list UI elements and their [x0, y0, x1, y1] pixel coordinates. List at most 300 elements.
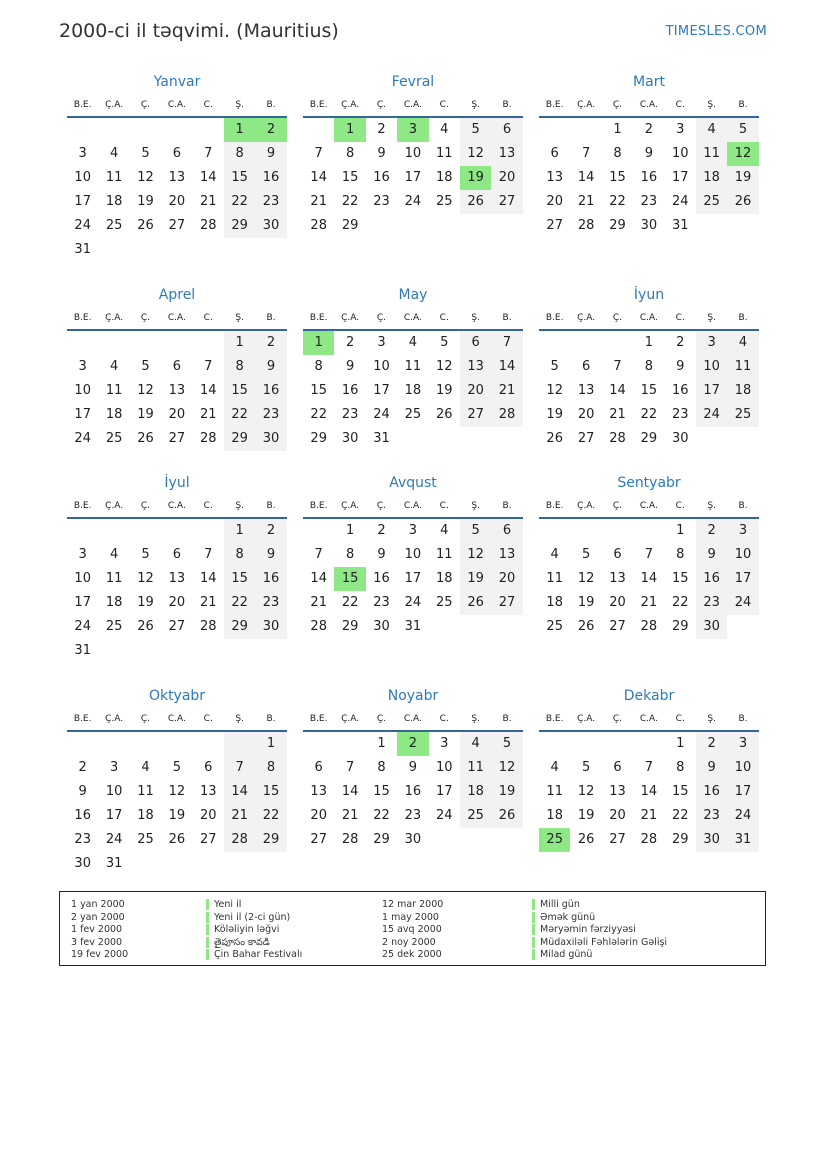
month-name: Sentyabr [617, 475, 681, 491]
month-name: Yanvar [153, 74, 201, 90]
day-cell: 17 [404, 571, 422, 586]
weekday-label: Ç. [376, 501, 387, 511]
day-cell: 2 [696, 732, 727, 756]
day-cell: 29 [255, 828, 286, 852]
day-cell: 19 [168, 808, 186, 823]
month-block [67, 285, 287, 451]
day-cell: 13 [460, 355, 491, 379]
day-cell: 9 [377, 146, 386, 161]
legend-marker [532, 912, 535, 923]
weekday-label: Ş. [707, 100, 716, 110]
day-cell: 20 [577, 407, 595, 422]
day-cell: 8 [345, 146, 355, 161]
weekday-label: Ç.A. [105, 714, 124, 724]
legend-holiday: Köləliyin ləğvi [214, 924, 280, 935]
weekday-header [67, 495, 287, 519]
weekday-header [303, 307, 523, 331]
day-cell: 22 [671, 595, 689, 610]
weekday-label: Ç. [140, 313, 151, 323]
weekday-label: C. [439, 100, 449, 110]
day-cell: 4 [727, 331, 758, 355]
day-cell: 27 [168, 431, 186, 446]
day-cell: 23 [640, 194, 658, 209]
day-cell: 1 [676, 523, 685, 538]
weekday-label: Ç. [612, 501, 623, 511]
day-cell: 4 [440, 122, 449, 137]
day-cell: 27 [491, 591, 522, 615]
day-cell: 7 [204, 359, 213, 374]
weekday-label: B.E. [73, 313, 92, 323]
day-cell: 11 [105, 170, 123, 185]
day-cell: 21 [640, 595, 658, 610]
day-cell: 29 [671, 832, 689, 847]
day-cell: 2 [676, 335, 685, 350]
day-cell: 30 [696, 828, 727, 852]
month-block [67, 72, 287, 262]
weekday-header [539, 495, 759, 519]
day-cell: 26 [491, 804, 522, 828]
day-cell: 22 [310, 407, 327, 422]
day-cell: 19 [137, 407, 154, 422]
day-cell: 5 [491, 732, 522, 756]
day-cell: 12 [137, 383, 154, 398]
day-cell: 29 [640, 431, 658, 446]
day-cell: 18 [696, 166, 727, 190]
day-cell: 16 [255, 379, 286, 403]
month-name: İyul [164, 475, 190, 491]
day-cell: 2 [377, 122, 386, 137]
day-cell: 20 [609, 808, 626, 823]
day-cell: 5 [141, 359, 150, 374]
legend-holiday: Müdaxiləli Fəhlələrin Gəlişi [540, 936, 668, 948]
day-cell: 14 [577, 170, 595, 185]
weekday-label: Ş. [235, 714, 244, 724]
day-cell: 7 [314, 547, 323, 562]
day-cell: 22 [224, 403, 255, 427]
weekday-label: Ş. [707, 714, 716, 724]
day-cell: 3 [109, 760, 119, 775]
empty-cell [539, 732, 570, 756]
empty-cell [570, 732, 601, 756]
day-cell: 20 [460, 379, 491, 403]
day-cell: 16 [671, 383, 689, 398]
weekday-header [539, 307, 759, 331]
day-cell: 30 [640, 218, 658, 233]
day-cell: 22 [341, 194, 359, 209]
legend-date: 2 yan 2000 [71, 911, 125, 923]
day-cell: 17 [74, 194, 91, 209]
day-cell: 12 [137, 170, 154, 185]
day-cell: 12 [546, 383, 563, 398]
day-cell: 1 [644, 335, 653, 350]
day-cell: 22 [255, 804, 286, 828]
month-name: May [398, 287, 428, 303]
month-block [303, 72, 523, 238]
day-cell: 5 [550, 359, 559, 374]
day-cell: 8 [613, 146, 622, 161]
day-cell: 2 [377, 523, 386, 538]
day-cell: 16 [404, 784, 422, 799]
empty-cell [98, 732, 129, 756]
day-cell: 26 [168, 832, 186, 847]
weekday-label: Ç. [612, 313, 623, 323]
day-cell: 22 [640, 407, 658, 422]
day-cell: 12 [137, 571, 154, 586]
empty-cell [130, 331, 161, 355]
day-cell: 26 [137, 619, 154, 634]
weekday-label: Ş. [471, 501, 480, 511]
weekday-label: C. [203, 313, 213, 323]
day-cell: 31 [671, 218, 689, 233]
day-cell: 27 [310, 832, 327, 847]
day-cell: 8 [377, 760, 386, 775]
legend-date: 25 dek 2000 [382, 949, 442, 960]
day-cell: 12 [460, 543, 491, 567]
legend-date: 19 fev 2000 [71, 949, 129, 960]
day-cell: 27 [491, 190, 522, 214]
day-cell: 9 [255, 355, 286, 379]
day-cell: 18 [435, 170, 453, 185]
legend-marker [206, 937, 209, 948]
weekday-label: Ş. [235, 501, 244, 511]
day-cell: 13 [546, 170, 563, 185]
day-cell: 22 [609, 194, 626, 209]
day-cell: 1 [224, 331, 255, 355]
day-cell: 26 [137, 218, 154, 233]
day-cell: 8 [224, 543, 255, 567]
weekday-header [303, 495, 523, 519]
day-cell: 25 [137, 832, 154, 847]
day-cell: 23 [74, 832, 91, 847]
day-cell: 18 [460, 780, 491, 804]
month-name: İyun [633, 287, 665, 303]
empty-cell [539, 519, 570, 543]
empty-cell [193, 519, 224, 543]
day-cell: 30 [696, 615, 727, 639]
day-cell: 20 [609, 595, 626, 610]
day-cell: 24 [404, 194, 422, 209]
day-cell: 22 [224, 190, 255, 214]
day-cell: 31 [74, 643, 91, 658]
legend-date: 1 yan 2000 [71, 899, 125, 910]
weekday-label: Ç.A. [105, 501, 124, 511]
day-cell: 20 [168, 407, 186, 422]
day-cell: 6 [314, 760, 323, 775]
day-cell: 29 [224, 615, 255, 639]
day-cell: 30 [255, 214, 286, 238]
day-grid [67, 732, 287, 876]
day-cell: 13 [310, 784, 327, 799]
weekday-header [67, 708, 287, 732]
day-cell: 11 [435, 547, 453, 562]
empty-cell [98, 118, 129, 142]
day-cell: 7 [644, 547, 653, 562]
day-cell: 5 [581, 760, 591, 775]
day-cell: 3 [78, 146, 87, 161]
day-cell: 27 [609, 832, 626, 847]
day-cell: 11 [546, 784, 563, 799]
holiday-day-cell: 25 [539, 828, 570, 852]
day-cell: 17 [105, 808, 123, 823]
weekday-label: B. [502, 100, 512, 110]
day-cell: 26 [727, 190, 758, 214]
day-cell: 20 [168, 595, 186, 610]
day-cell: 28 [310, 619, 327, 634]
empty-cell [67, 118, 98, 142]
month-name: Avqust [389, 475, 437, 491]
day-cell: 18 [137, 808, 154, 823]
weekday-label: B.E. [309, 313, 328, 323]
day-cell: 16 [373, 571, 390, 586]
day-cell: 10 [74, 383, 91, 398]
day-grid [539, 331, 759, 451]
day-cell: 11 [546, 571, 563, 586]
weekday-label: B.E. [73, 100, 92, 110]
day-cell: 22 [671, 808, 689, 823]
legend-marker [206, 912, 209, 923]
day-cell: 5 [141, 146, 150, 161]
day-cell: 15 [640, 383, 658, 398]
day-cell: 17 [435, 784, 453, 799]
day-cell: 5 [440, 335, 449, 350]
day-cell: 16 [255, 166, 286, 190]
weekday-label: Ş. [707, 501, 716, 511]
weekday-label: Ş. [235, 313, 244, 323]
day-cell: 30 [341, 431, 359, 446]
day-cell: 3 [377, 335, 386, 350]
day-cell: 23 [341, 407, 359, 422]
holiday-legend [59, 891, 766, 966]
page-title: 2000-ci il təqvimi. (Mauritius) [59, 20, 339, 42]
day-cell: 3 [78, 547, 87, 562]
day-cell: 26 [460, 190, 491, 214]
legend-marker [206, 899, 209, 910]
day-cell: 19 [577, 595, 595, 610]
legend-date: 3 fev 2000 [71, 936, 123, 948]
day-cell: 31 [727, 828, 758, 852]
day-cell: 24 [74, 218, 91, 233]
day-cell: 7 [613, 359, 622, 374]
day-cell: 24 [696, 403, 727, 427]
day-cell: 21 [310, 595, 327, 610]
weekday-header [303, 708, 523, 732]
holiday-day-cell: 1 [334, 118, 365, 142]
weekday-label: Ç.A. [341, 313, 360, 323]
day-cell: 21 [224, 804, 255, 828]
empty-cell [67, 732, 98, 756]
day-cell: 17 [373, 383, 390, 398]
day-cell: 18 [435, 571, 453, 586]
day-cell: 23 [696, 804, 727, 828]
weekday-label: C.A. [167, 501, 186, 511]
day-cell: 16 [341, 383, 359, 398]
day-cell: 18 [546, 595, 563, 610]
holiday-day-cell: 12 [727, 142, 758, 166]
day-cell: 29 [373, 832, 390, 847]
holiday-day-cell: 15 [334, 567, 365, 591]
day-cell: 21 [491, 379, 522, 403]
day-cell: 3 [676, 122, 685, 137]
day-cell: 24 [404, 595, 422, 610]
month-block [303, 285, 523, 451]
brand-link[interactable]: TIMESLES.COM [665, 24, 767, 39]
empty-cell [539, 118, 570, 142]
weekday-label: Ç. [612, 100, 623, 110]
day-cell: 4 [141, 760, 150, 775]
weekday-label: C. [203, 714, 213, 724]
day-cell: 14 [199, 383, 217, 398]
weekday-label: B.E. [309, 100, 328, 110]
day-cell: 26 [137, 431, 154, 446]
day-cell: 3 [78, 359, 87, 374]
weekday-label: C. [439, 313, 449, 323]
month-block [539, 473, 759, 639]
day-cell: 10 [105, 784, 123, 799]
month-block [303, 473, 523, 639]
day-cell: 24 [74, 619, 91, 634]
day-cell: 5 [581, 547, 591, 562]
day-cell: 15 [224, 567, 255, 591]
empty-cell [161, 519, 192, 543]
day-cell: 13 [491, 543, 522, 567]
legend-date: 1 fev 2000 [71, 924, 123, 935]
day-grid [303, 732, 523, 852]
weekday-label: C.A. [639, 501, 658, 511]
day-cell: 26 [577, 832, 595, 847]
holiday-day-cell: 2 [397, 732, 428, 756]
weekday-label: C. [675, 714, 685, 724]
day-cell: 1 [676, 736, 685, 751]
empty-cell [161, 331, 192, 355]
legend-right-dates [382, 899, 443, 962]
weekday-header [67, 94, 287, 118]
day-cell: 6 [172, 146, 181, 161]
day-cell: 2 [78, 760, 87, 775]
day-cell: 23 [671, 407, 689, 422]
empty-cell [602, 732, 633, 756]
day-cell: 10 [727, 756, 758, 780]
day-cell: 21 [577, 194, 595, 209]
weekday-label: C. [439, 501, 449, 511]
day-cell: 1 [255, 732, 286, 756]
day-cell: 23 [373, 194, 390, 209]
day-cell: 23 [373, 595, 390, 610]
day-cell: 4 [550, 760, 559, 775]
day-cell: 24 [671, 194, 689, 209]
day-cell: 28 [640, 619, 658, 634]
day-cell: 25 [696, 190, 727, 214]
day-cell: 25 [435, 194, 453, 209]
day-grid [539, 732, 759, 852]
empty-cell [633, 519, 664, 543]
day-cell: 2 [255, 331, 286, 355]
month-block [539, 72, 759, 238]
empty-cell [67, 331, 98, 355]
day-cell: 1 [377, 736, 386, 751]
weekday-label: C.A. [167, 714, 186, 724]
day-cell: 12 [577, 571, 595, 586]
day-cell: 12 [577, 784, 595, 799]
day-cell: 19 [577, 808, 595, 823]
day-cell: 15 [255, 780, 286, 804]
day-cell: 23 [404, 808, 422, 823]
day-cell: 6 [491, 519, 522, 543]
day-cell: 17 [727, 780, 758, 804]
day-cell: 28 [341, 832, 359, 847]
day-cell: 28 [310, 218, 327, 233]
day-cell: 13 [609, 571, 626, 586]
day-cell: 26 [460, 591, 491, 615]
day-cell: 17 [696, 379, 727, 403]
month-name: Aprel [158, 287, 196, 303]
empty-cell [130, 519, 161, 543]
day-cell: 9 [408, 760, 417, 775]
day-cell: 29 [310, 431, 327, 446]
day-cell: 30 [373, 619, 390, 634]
day-cell: 16 [373, 170, 390, 185]
weekday-header [67, 307, 287, 331]
day-grid [67, 118, 287, 262]
day-cell: 25 [404, 407, 422, 422]
day-cell: 7 [644, 760, 653, 775]
day-cell: 22 [224, 591, 255, 615]
day-cell: 15 [671, 784, 689, 799]
day-cell: 15 [609, 170, 626, 185]
empty-cell [602, 519, 633, 543]
day-cell: 23 [255, 190, 286, 214]
day-cell: 21 [199, 595, 217, 610]
weekday-label: B.E. [73, 501, 92, 511]
day-cell: 3 [440, 736, 449, 751]
day-cell: 18 [727, 379, 758, 403]
weekday-label: Ç. [376, 100, 387, 110]
legend-left-names [206, 899, 302, 962]
empty-cell [633, 732, 664, 756]
month-name: Noyabr [387, 688, 439, 704]
day-cell: 12 [435, 359, 453, 374]
day-cell: 4 [440, 523, 449, 538]
day-cell: 27 [460, 403, 491, 427]
empty-cell [161, 118, 192, 142]
weekday-label: B. [738, 100, 748, 110]
day-grid [303, 519, 523, 639]
weekday-label: C. [675, 501, 685, 511]
day-cell: 30 [671, 431, 689, 446]
weekday-label: B. [266, 100, 276, 110]
empty-cell [161, 732, 192, 756]
day-cell: 22 [341, 595, 359, 610]
weekday-label: C. [203, 501, 213, 511]
legend-marker [532, 949, 535, 960]
day-cell: 11 [105, 571, 123, 586]
day-cell: 27 [199, 832, 217, 847]
holiday-day-cell: 3 [397, 118, 428, 142]
weekday-label: Ç.A. [105, 100, 124, 110]
day-grid [539, 118, 759, 238]
day-cell: 14 [310, 571, 327, 586]
day-cell: 4 [109, 547, 119, 562]
day-cell: 16 [696, 780, 727, 804]
weekday-label: C. [203, 100, 213, 110]
legend-holiday: Məryəmin fərziyyəsi [540, 924, 636, 935]
day-cell: 31 [404, 619, 422, 634]
day-cell: 30 [74, 856, 91, 871]
day-cell: 30 [255, 615, 286, 639]
day-grid [303, 331, 523, 451]
legend-marker [532, 899, 535, 910]
day-cell: 3 [727, 519, 758, 543]
weekday-label: C. [675, 100, 685, 110]
